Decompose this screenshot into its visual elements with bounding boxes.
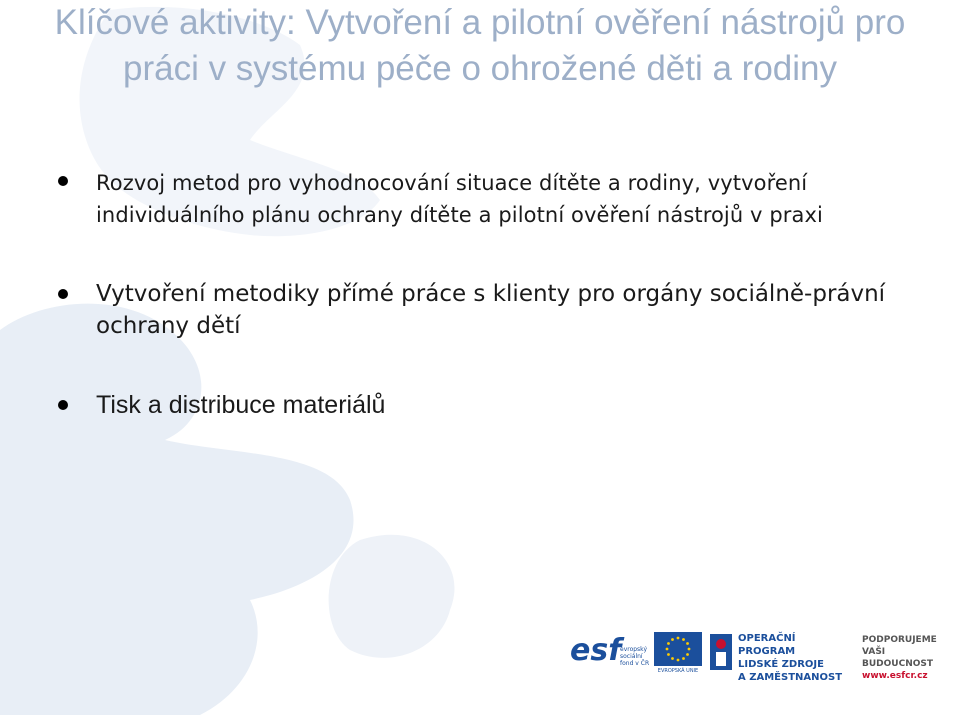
eu-star-icon bbox=[677, 637, 680, 640]
support-line: PODPORUJEME bbox=[862, 635, 937, 645]
bullet-dot-icon bbox=[58, 289, 68, 299]
support-url: www.esfcr.cz bbox=[862, 671, 928, 681]
bullet-text: Vytvoření metodiky přímé práce s klienty pro orgány sociálně-právní ochrany dětí bbox=[96, 281, 886, 339]
op-text bbox=[738, 632, 850, 684]
eu-logo bbox=[654, 632, 702, 676]
eu-star-icon bbox=[686, 642, 689, 645]
support-logo bbox=[862, 634, 952, 681]
eu-star-icon bbox=[671, 657, 674, 660]
footer-logos bbox=[570, 628, 950, 683]
op-lzz-mark-icon bbox=[710, 634, 732, 670]
bullet-text: Rozvoj metod pro vyhodnocování situace dítěte a rodiny, vytvoření individuálního plánu ochrany dítěte a pilotní ověření nástrojů v praxi bbox=[96, 171, 823, 227]
page-title: Klíčové aktivity: Vytvoření a pilotní ověření nástrojů pro práci v systému péče o ohrožené děti a rodiny bbox=[54, 3, 906, 88]
support-line: VAŠI BUDOUCNOST bbox=[862, 647, 934, 669]
eu-star-icon bbox=[671, 638, 674, 641]
eu-star-icon bbox=[667, 653, 670, 656]
eu-star-icon bbox=[666, 648, 669, 651]
esf-wordmark: esf bbox=[570, 633, 622, 668]
eu-star-icon bbox=[677, 659, 680, 662]
esf-logo bbox=[570, 632, 648, 676]
bullet-text: Tisk a distribuce materiálů bbox=[96, 391, 386, 419]
bullet-dot-icon bbox=[58, 400, 68, 410]
op-line: LIDSKÉ ZDROJE bbox=[738, 659, 824, 670]
eu-flag-icon bbox=[654, 632, 702, 666]
eu-star-icon bbox=[688, 648, 691, 651]
op-line: A ZAMĚSTNANOST bbox=[738, 672, 843, 683]
bullet-dot-icon bbox=[58, 176, 68, 186]
op-logo bbox=[710, 630, 850, 683]
esf-caption: evropský sociální fond v ČR bbox=[620, 646, 650, 667]
eu-star-icon bbox=[686, 653, 689, 656]
op-line: OPERAČNÍ PROGRAM bbox=[738, 633, 796, 657]
eu-star-icon bbox=[682, 638, 685, 641]
eu-caption: EVROPSKÁ UNIE bbox=[657, 668, 699, 674]
eu-star-icon bbox=[682, 657, 685, 660]
eu-star-icon bbox=[667, 642, 670, 645]
